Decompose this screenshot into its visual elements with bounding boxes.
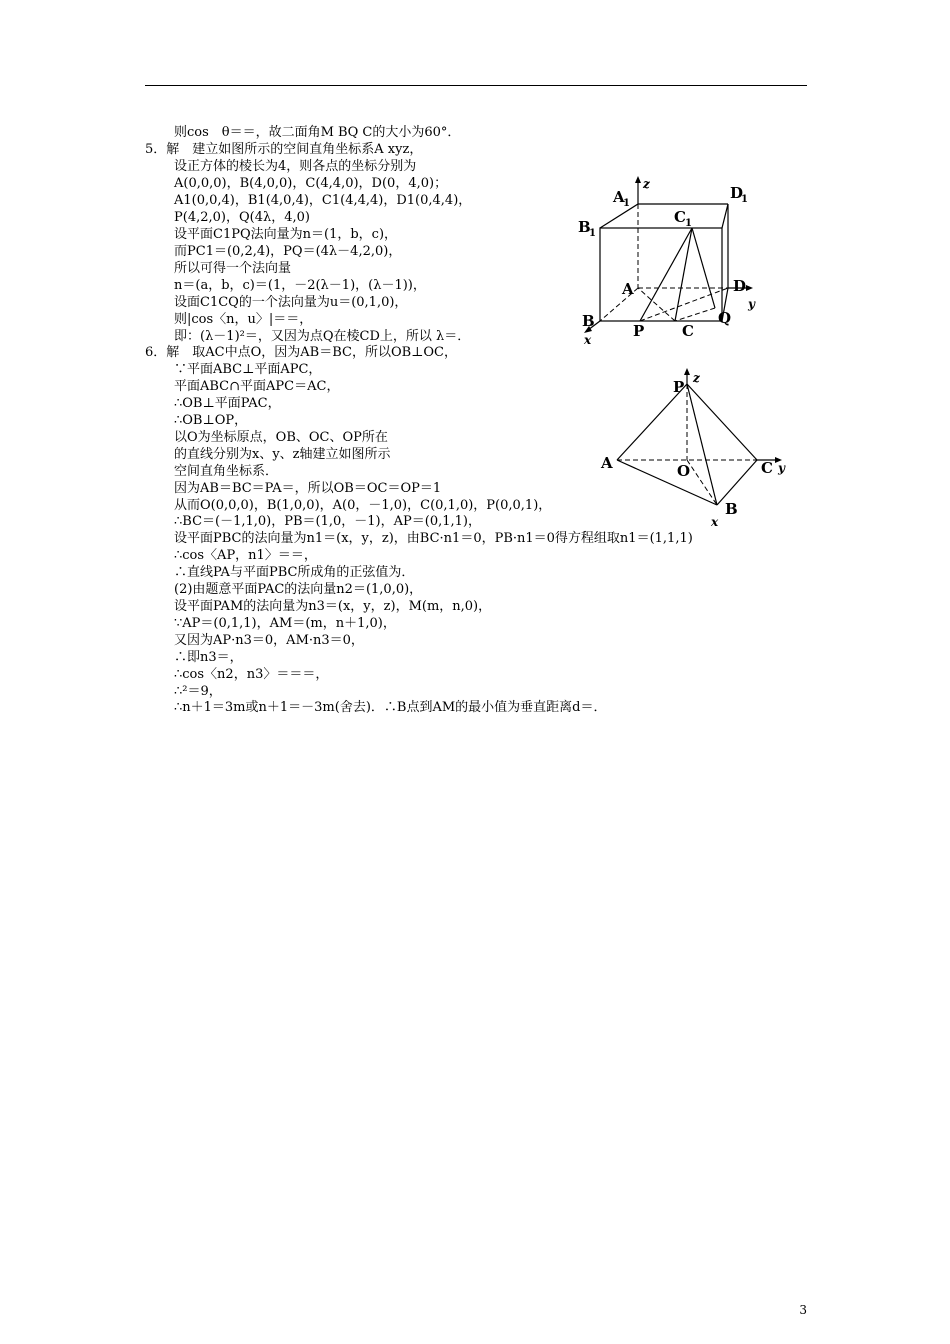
- label-A1-sub: 1: [623, 198, 630, 209]
- label-D1: D: [730, 184, 744, 202]
- header-rule: [145, 85, 807, 86]
- text-line: ∴²＝9，: [174, 684, 222, 699]
- text-line: 5．解 建立如图所示的空间直角坐标系A xyz，: [145, 142, 423, 157]
- axis-y-label: y: [748, 297, 755, 311]
- text-line: ∴n＋1＝3m或n＋1＝－3m(舍去)．∴B点到AM的最小值为垂直距离d＝．: [174, 700, 607, 715]
- label-P: P: [633, 322, 645, 340]
- label-B: B: [582, 312, 595, 330]
- text-line: ∴即n3＝，: [174, 650, 243, 665]
- text-line: 即：(λ－1)²＝，又因为点Q在棱CD上，所以 λ＝．: [174, 329, 471, 344]
- text-line: ∵平面ABC⊥平面APC，: [174, 362, 322, 377]
- text-line: 因为AB＝BC＝PA＝，所以OB＝OC＝OP＝1: [174, 481, 442, 496]
- text-line: ∴OB⊥平面PAC，: [174, 396, 281, 411]
- text-line: 设正方体的棱长为4，则各点的坐标分别为: [174, 159, 417, 174]
- tetrahedron-figure: [595, 368, 795, 528]
- axis-x-label: x: [711, 515, 719, 528]
- label-C1-sub: 1: [685, 218, 692, 229]
- text-line: ∴直线PA与平面PBC所成角的正弦值为．: [174, 565, 415, 580]
- text-line: 6．解 取AC中点O，因为AB＝BC，所以OB⊥OC，: [145, 345, 457, 360]
- text-line: 则cos θ＝＝，故二面角M BQ C的大小为60°．: [174, 125, 461, 140]
- text-line: P(4,2,0)，Q(4λ，4,0): [174, 210, 310, 225]
- label-O: O: [677, 462, 691, 480]
- label-C1: C: [674, 208, 686, 226]
- text-line: A(0,0,0)，B(4,0,0)，C(4,4,0)，D(0，4,0)；: [174, 176, 448, 191]
- text-line: ∴cos〈n2，n3〉＝＝＝，: [174, 667, 329, 682]
- label-B: B: [725, 500, 738, 518]
- text-line: ∴cos〈AP，n1〉＝＝，: [174, 548, 317, 563]
- text-line: 平面ABC∩平面APC＝AC，: [174, 379, 340, 394]
- text-line: 则|cos〈n，u〉|＝＝，: [174, 312, 313, 327]
- text-line: A1(0,0,4)，B1(4,0,4)，C1(4,4,4)，D1(0,4,4)，: [174, 193, 472, 208]
- text-line: ∴BC＝(－1,1,0)，PB＝(1,0，－1)，AP＝(0,1,1)，: [174, 514, 481, 529]
- text-line: 以O为坐标原点，OB、OC、OP所在: [174, 430, 388, 445]
- text-line: 的直线分别为x、y、z轴建立如图所示: [174, 447, 391, 462]
- text-line: 所以可得一个法向量: [174, 261, 292, 276]
- label-D1-sub: 1: [741, 194, 748, 205]
- label-P: P: [673, 378, 685, 396]
- axis-x-label: x: [584, 333, 592, 347]
- text-line: ∵AP＝(0,1,1)，AM＝(m，n＋1,0)，: [174, 616, 396, 631]
- label-B1: B: [578, 218, 591, 236]
- cube-figure: [570, 170, 770, 350]
- text-line: (2)由题意平面PAC的法向量n2＝(1,0,0)，: [174, 582, 423, 597]
- label-A1: A: [613, 188, 625, 206]
- axis-y-label: y: [778, 461, 785, 475]
- label-Q: Q: [718, 309, 732, 327]
- page-number: 3: [799, 1303, 807, 1317]
- axis-z-label: z: [643, 177, 650, 191]
- label-C: C: [682, 322, 694, 340]
- label-D: D: [733, 277, 747, 295]
- text-line: 空间直角坐标系．: [174, 464, 279, 479]
- text-line: 设平面PBC的法向量为n1＝(x，y，z)，由BC·n1＝0，PB·n1＝0得方程组取n1＝(1,1,1): [174, 531, 693, 546]
- label-C: C: [761, 459, 773, 477]
- text-line: n＝(a，b，c)＝(1，－2(λ－1)，(λ－1))，: [174, 278, 426, 293]
- label-A: A: [601, 454, 613, 472]
- text-line: 又因为AP·n3＝0，AM·n3＝0，: [174, 633, 364, 648]
- axis-z-label: z: [693, 371, 700, 385]
- text-line: 而PC1＝(0,2,4)，PQ＝(4λ－4,2,0)，: [174, 244, 402, 259]
- label-B1-sub: 1: [589, 228, 596, 239]
- text-line: ∴OB⊥OP，: [174, 413, 248, 428]
- text-line: 从而O(0,0,0)，B(1,0,0)，A(0，－1,0)，C(0,1,0)，P(0,0,1)，: [174, 498, 552, 513]
- text-line: 设平面C1PQ法向量为n＝(1，b，c)，: [174, 227, 398, 242]
- text-line: 设面C1CQ的一个法向量为u＝(0,1,0)，: [174, 295, 408, 310]
- label-A: A: [622, 280, 634, 298]
- text-line: 设平面PAM的法向量为n3＝(x，y，z)，M(m，n,0)，: [174, 599, 492, 614]
